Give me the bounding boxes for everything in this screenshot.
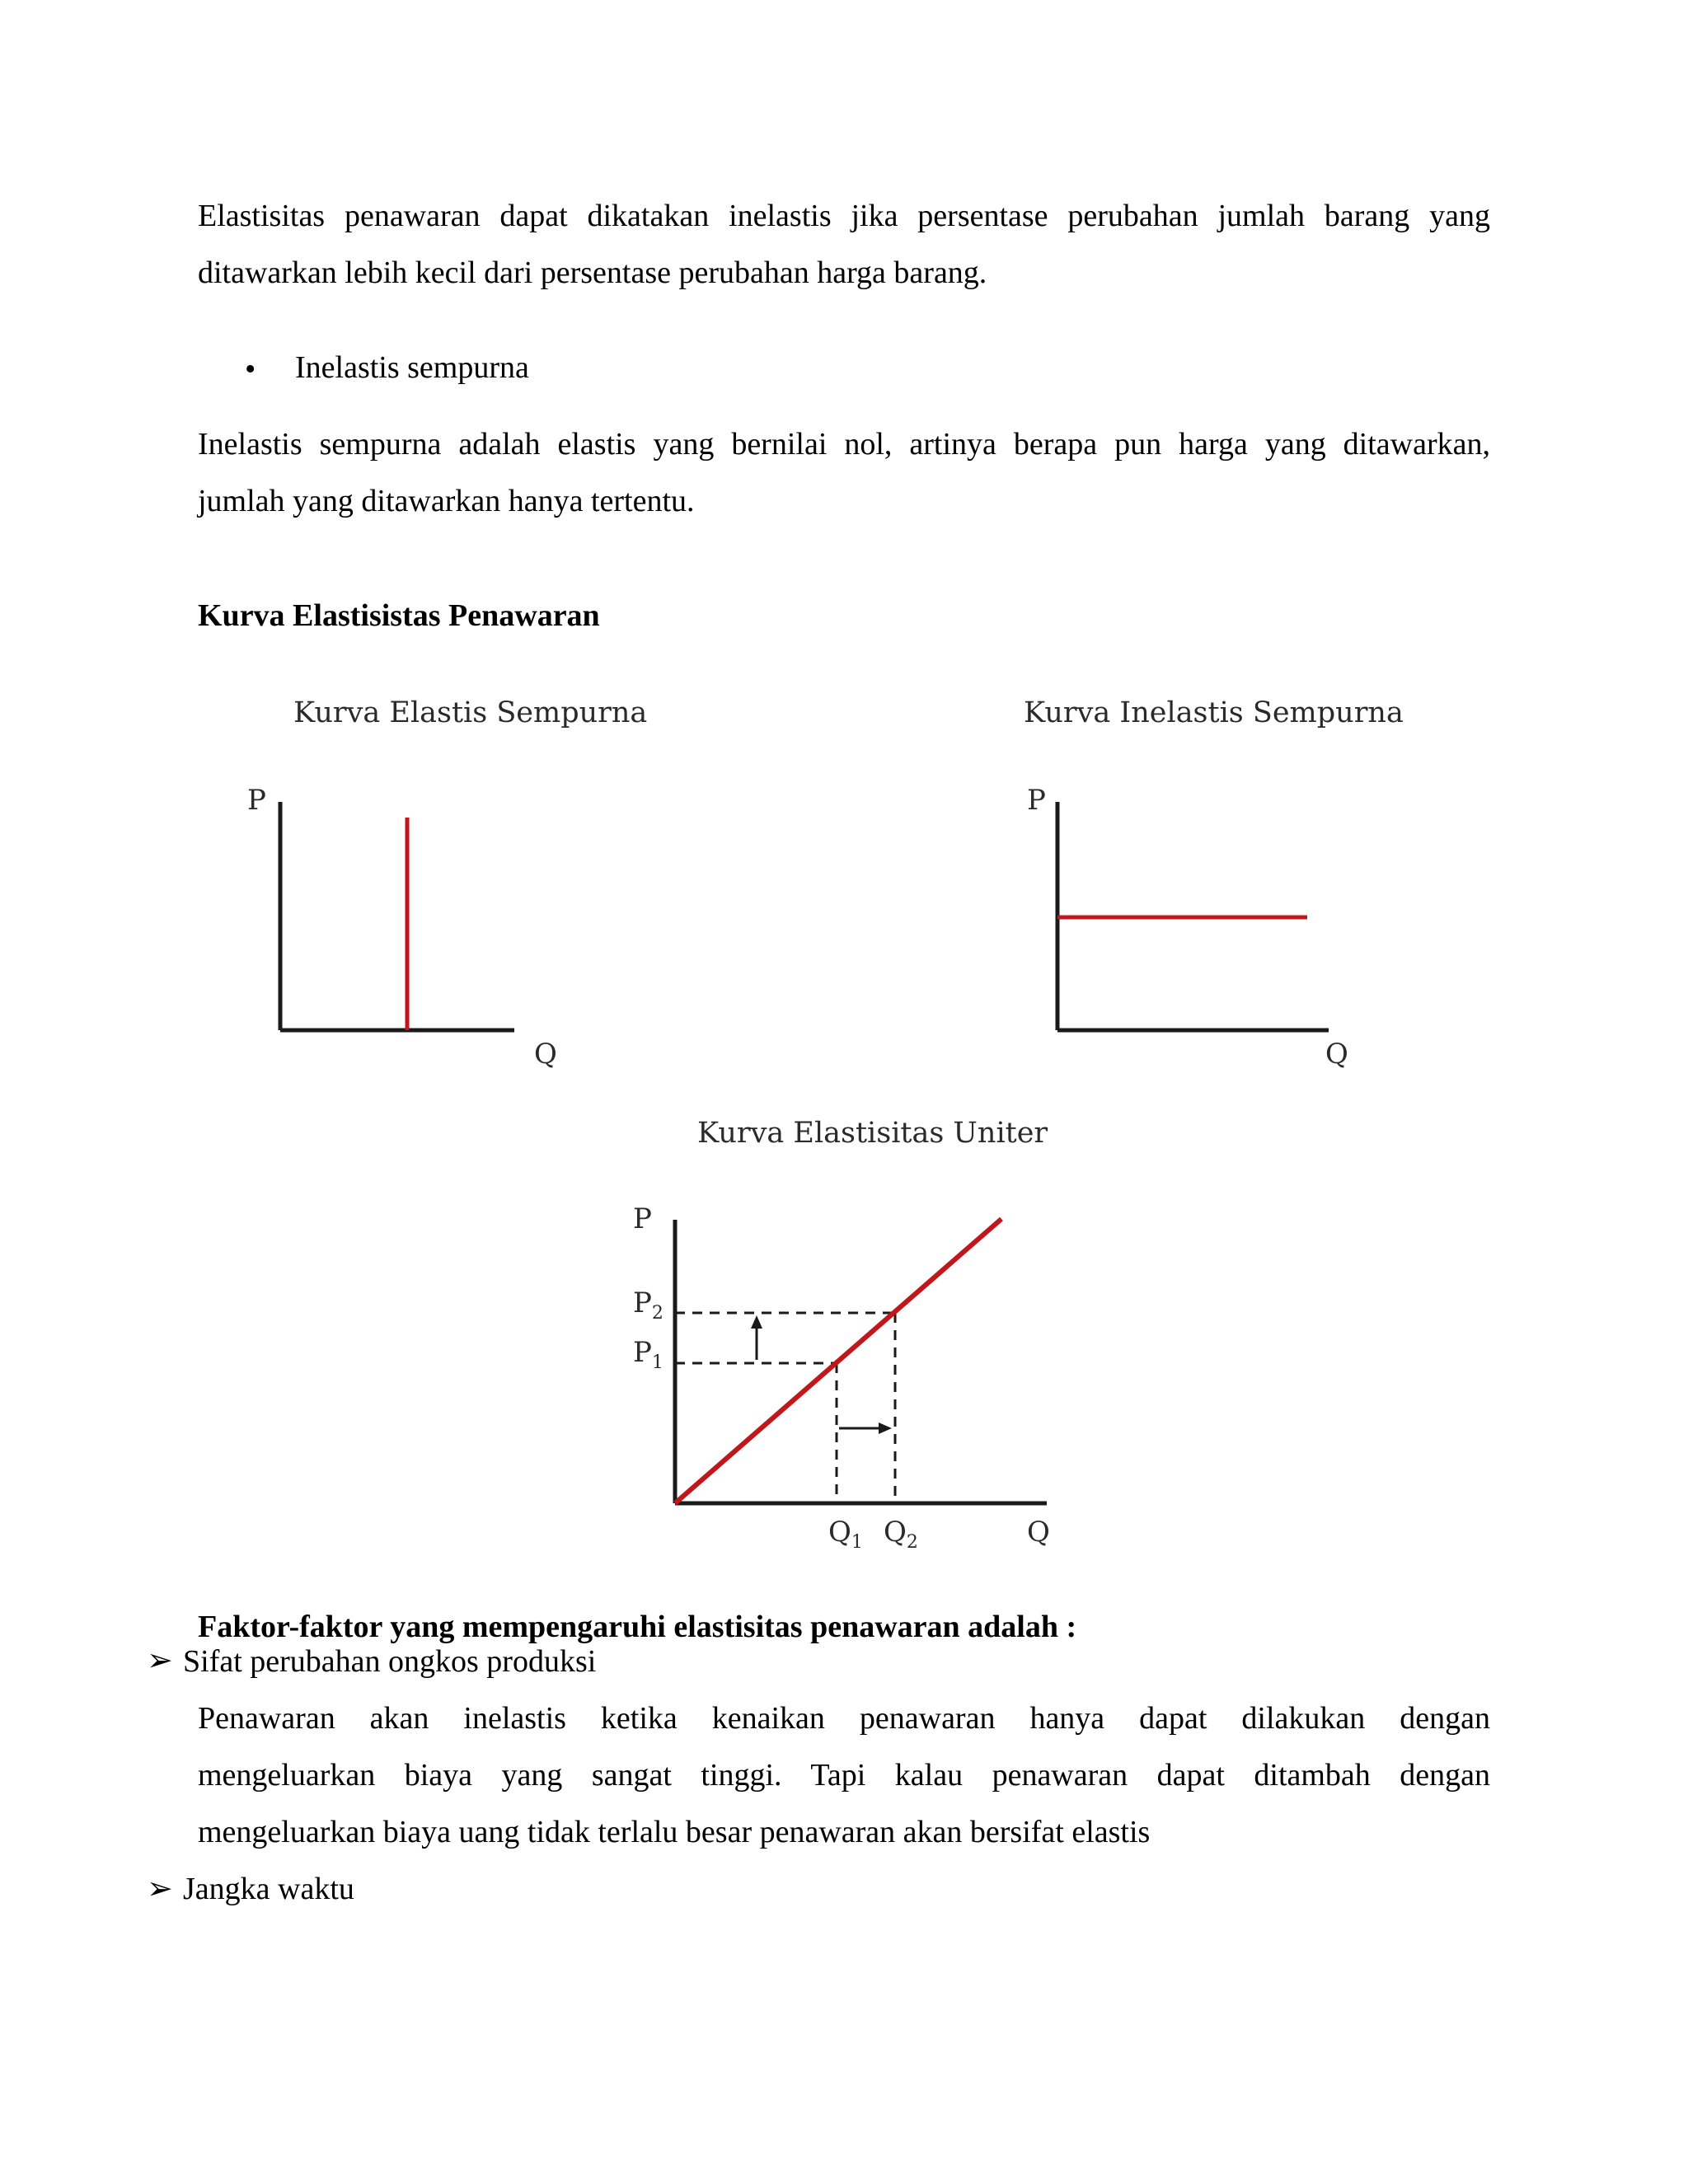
inelastic-curve-figure [1027,784,1348,1071]
paragraph-line: Inelastis sempurna adalah elastis yang bernilai nol, artinya berapa pun harga yang ditawarkan, [198,427,1490,462]
bullet-label: Inelastis sempurna [295,350,529,385]
q1-label: $Q_1$ [828,1516,863,1553]
paragraph-line: Penawaran akan inelastis ketika kenaikan penawaran hanya dapat dilakukan dengan [198,1701,1490,1736]
elastic-y-axis-label: P [247,784,266,817]
paragraph-line: Elastisitas penawaran dapat dikatakan inelastis jika persentase perubahan jumlah barang yang [198,199,1490,233]
paragraph-line: ditawarkan lebih kecil dari persentase perubahan harga barang. [198,255,987,290]
unitary-x-axis-label: Q [1027,1516,1050,1549]
unitary-curve-figure [633,1202,1050,1553]
factors-heading: Faktor-faktor yang mempengaruhi elastisitas penawaran adalah : [198,1610,1077,1644]
factor-label: Jangka waktu [183,1872,354,1906]
unitary-supply-line [675,1219,1001,1503]
inelastic-x-axis-label: Q [1325,1038,1348,1071]
arrow-bullet-icon: ➢ [147,1643,173,1678]
paragraph-line: jumlah yang ditawarkan hanya tertentu. [198,484,695,518]
factor-label: Sifat perubahan ongkos produksi [183,1644,597,1679]
paragraph-line: mengeluarkan biaya uang tidak terlalu besar penawaran akan bersifat elastis [198,1815,1151,1849]
figure-title-unitary: Kurva Elastisitas Uniter [697,1117,1048,1150]
paragraph-line: mengeluarkan biaya yang sangat tinggi. Tapi kalau penawaran dapat ditambah dengan [198,1758,1490,1793]
unitary-y-axis-label: P [633,1202,652,1235]
p2-label: $P_2$ [633,1286,663,1324]
figure-title-inelastic: Kurva Inelastis Sempurna [1024,696,1404,729]
arrow-head-up-icon [751,1315,762,1329]
figure-title-elastic: Kurva Elastis Sempurna [293,696,648,729]
elastic-x-axis-label: Q [534,1038,557,1071]
section-heading: Kurva Elastisistas Penawaran [198,598,600,633]
q2-label: $Q_2$ [884,1516,918,1553]
inelastic-y-axis-label: P [1027,784,1046,817]
elastic-curve-figure [247,784,557,1071]
arrow-head-right-icon [879,1422,892,1434]
p1-label: $P_1$ [633,1336,663,1373]
arrow-bullet-icon: ➢ [147,1872,173,1906]
bullet-dot-icon: • [245,352,256,387]
